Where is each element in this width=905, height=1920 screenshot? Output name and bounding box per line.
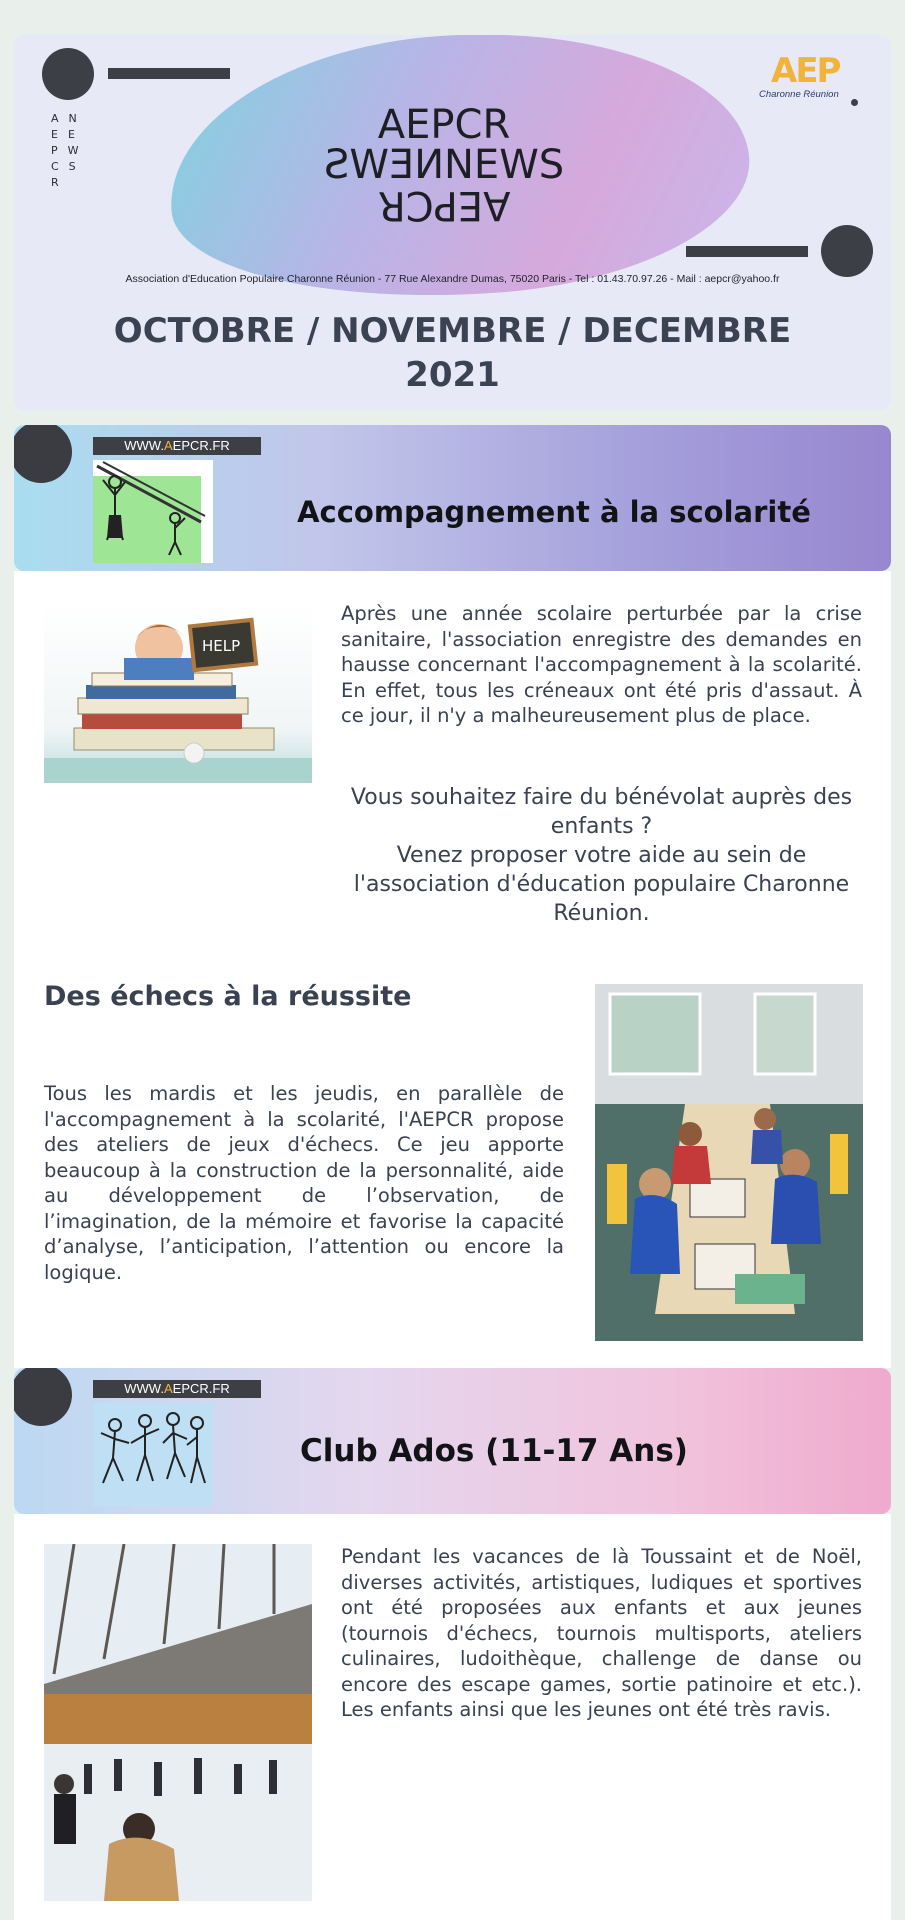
section-banner-club-ados	[14, 1368, 891, 1514]
scolarite-paragraph: Après une année scolaire perturbée par la crise sanitaire, l'association enregistre des demandes en hausse concernant l'accompagnement à la scolarité. En effet, tous les créneaux ont été pris d'assaut. À ce jour, il n'y a malheureusement plus de place.	[341, 602, 862, 727]
website-label[interactable]: WWW.AEPCR.FR	[93, 437, 261, 455]
issue-date-heading: OCTOBRE / NOVEMBRE / DECEMBRE 2021	[113, 310, 792, 395]
club-ados-paragraph: Pendant les vacances de là Toussaint et de Noël, diverses activités, artistiques, ludiques et sportives ont été proposées aux enfants et aux jeunes (tournois d'échecs, tournois multisports, ateliers culinaires, ludoithèque, challenge de danse ou encore des escape games, sortie patinoire et etc.). Les enfants ainsi que les jeunes ont été très ravis.	[341, 1545, 862, 1721]
newsletter-header	[14, 35, 891, 295]
logo-caption: Charonne Réunion	[759, 89, 839, 100]
volunteer-callout	[341, 783, 862, 928]
help-sign-text: HELP	[202, 637, 241, 655]
chess-paragraph: Tous les mardis et les jeudis, en parallèle de l'accompagnement à la scolarité, l'AEPCR propose des ateliers de jeux d'échecs. Ce jeu apporte beaucoup à la construction de la personnalité, aide au développement de l’observation, de l’imagination, de la mémoire et favorise la capacité d’analyse, l’anticipation, l’attention ou encore la logique.	[44, 1082, 564, 1284]
teens-illustration	[93, 1403, 213, 1506]
masthead-flipped: AEPCR	[377, 182, 511, 228]
volunteer-invite: Venez proposer votre aide au sein de l'association d'éducation populaire Charonne Réunion.	[353, 843, 850, 926]
ice-rink-photo	[44, 1544, 312, 1901]
issue-date-band	[14, 295, 891, 410]
decor-bar	[108, 68, 230, 79]
decor-dot	[821, 225, 873, 277]
volunteer-question: Vous souhaitez faire du bénévolat auprès des enfants ?	[350, 785, 853, 839]
website-label[interactable]: WWW.AEPCR.FR	[93, 1380, 261, 1398]
aep-logo	[759, 53, 859, 100]
logo-mark: AEP	[771, 51, 840, 91]
masthead-news: NEWS	[444, 142, 565, 188]
section-content-club-ados	[14, 1514, 891, 1920]
decor-dot	[42, 48, 94, 100]
address-line: Association d'Education Populaire Charonne Réunion - 77 Rue Alexandre Dumas, 75020 Paris - Tel : 01.43.70.97.26 - Mail : aepcr@yahoo.fr	[125, 273, 780, 285]
decor-dot	[14, 425, 72, 483]
chess-club-photo	[595, 984, 863, 1341]
masthead-title: AEPCR	[377, 102, 511, 148]
decor-bar	[686, 246, 808, 257]
help-student-photo	[44, 603, 312, 783]
section-title: Club Ados (11-17 Ans)	[300, 1433, 688, 1469]
masthead	[294, 102, 594, 228]
side-letters: A N E E P W C S R	[51, 112, 80, 189]
section-content-scolarite	[14, 571, 891, 1368]
decor-dot	[14, 1368, 72, 1426]
masthead-news-mirror: NEWS	[323, 142, 444, 188]
section-banner-scolarite	[14, 425, 891, 571]
section-title: Accompagnement à la scolarité	[297, 495, 811, 529]
chess-heading: Des échecs à la réussite	[44, 981, 412, 1012]
pencil-illustration	[93, 460, 213, 563]
